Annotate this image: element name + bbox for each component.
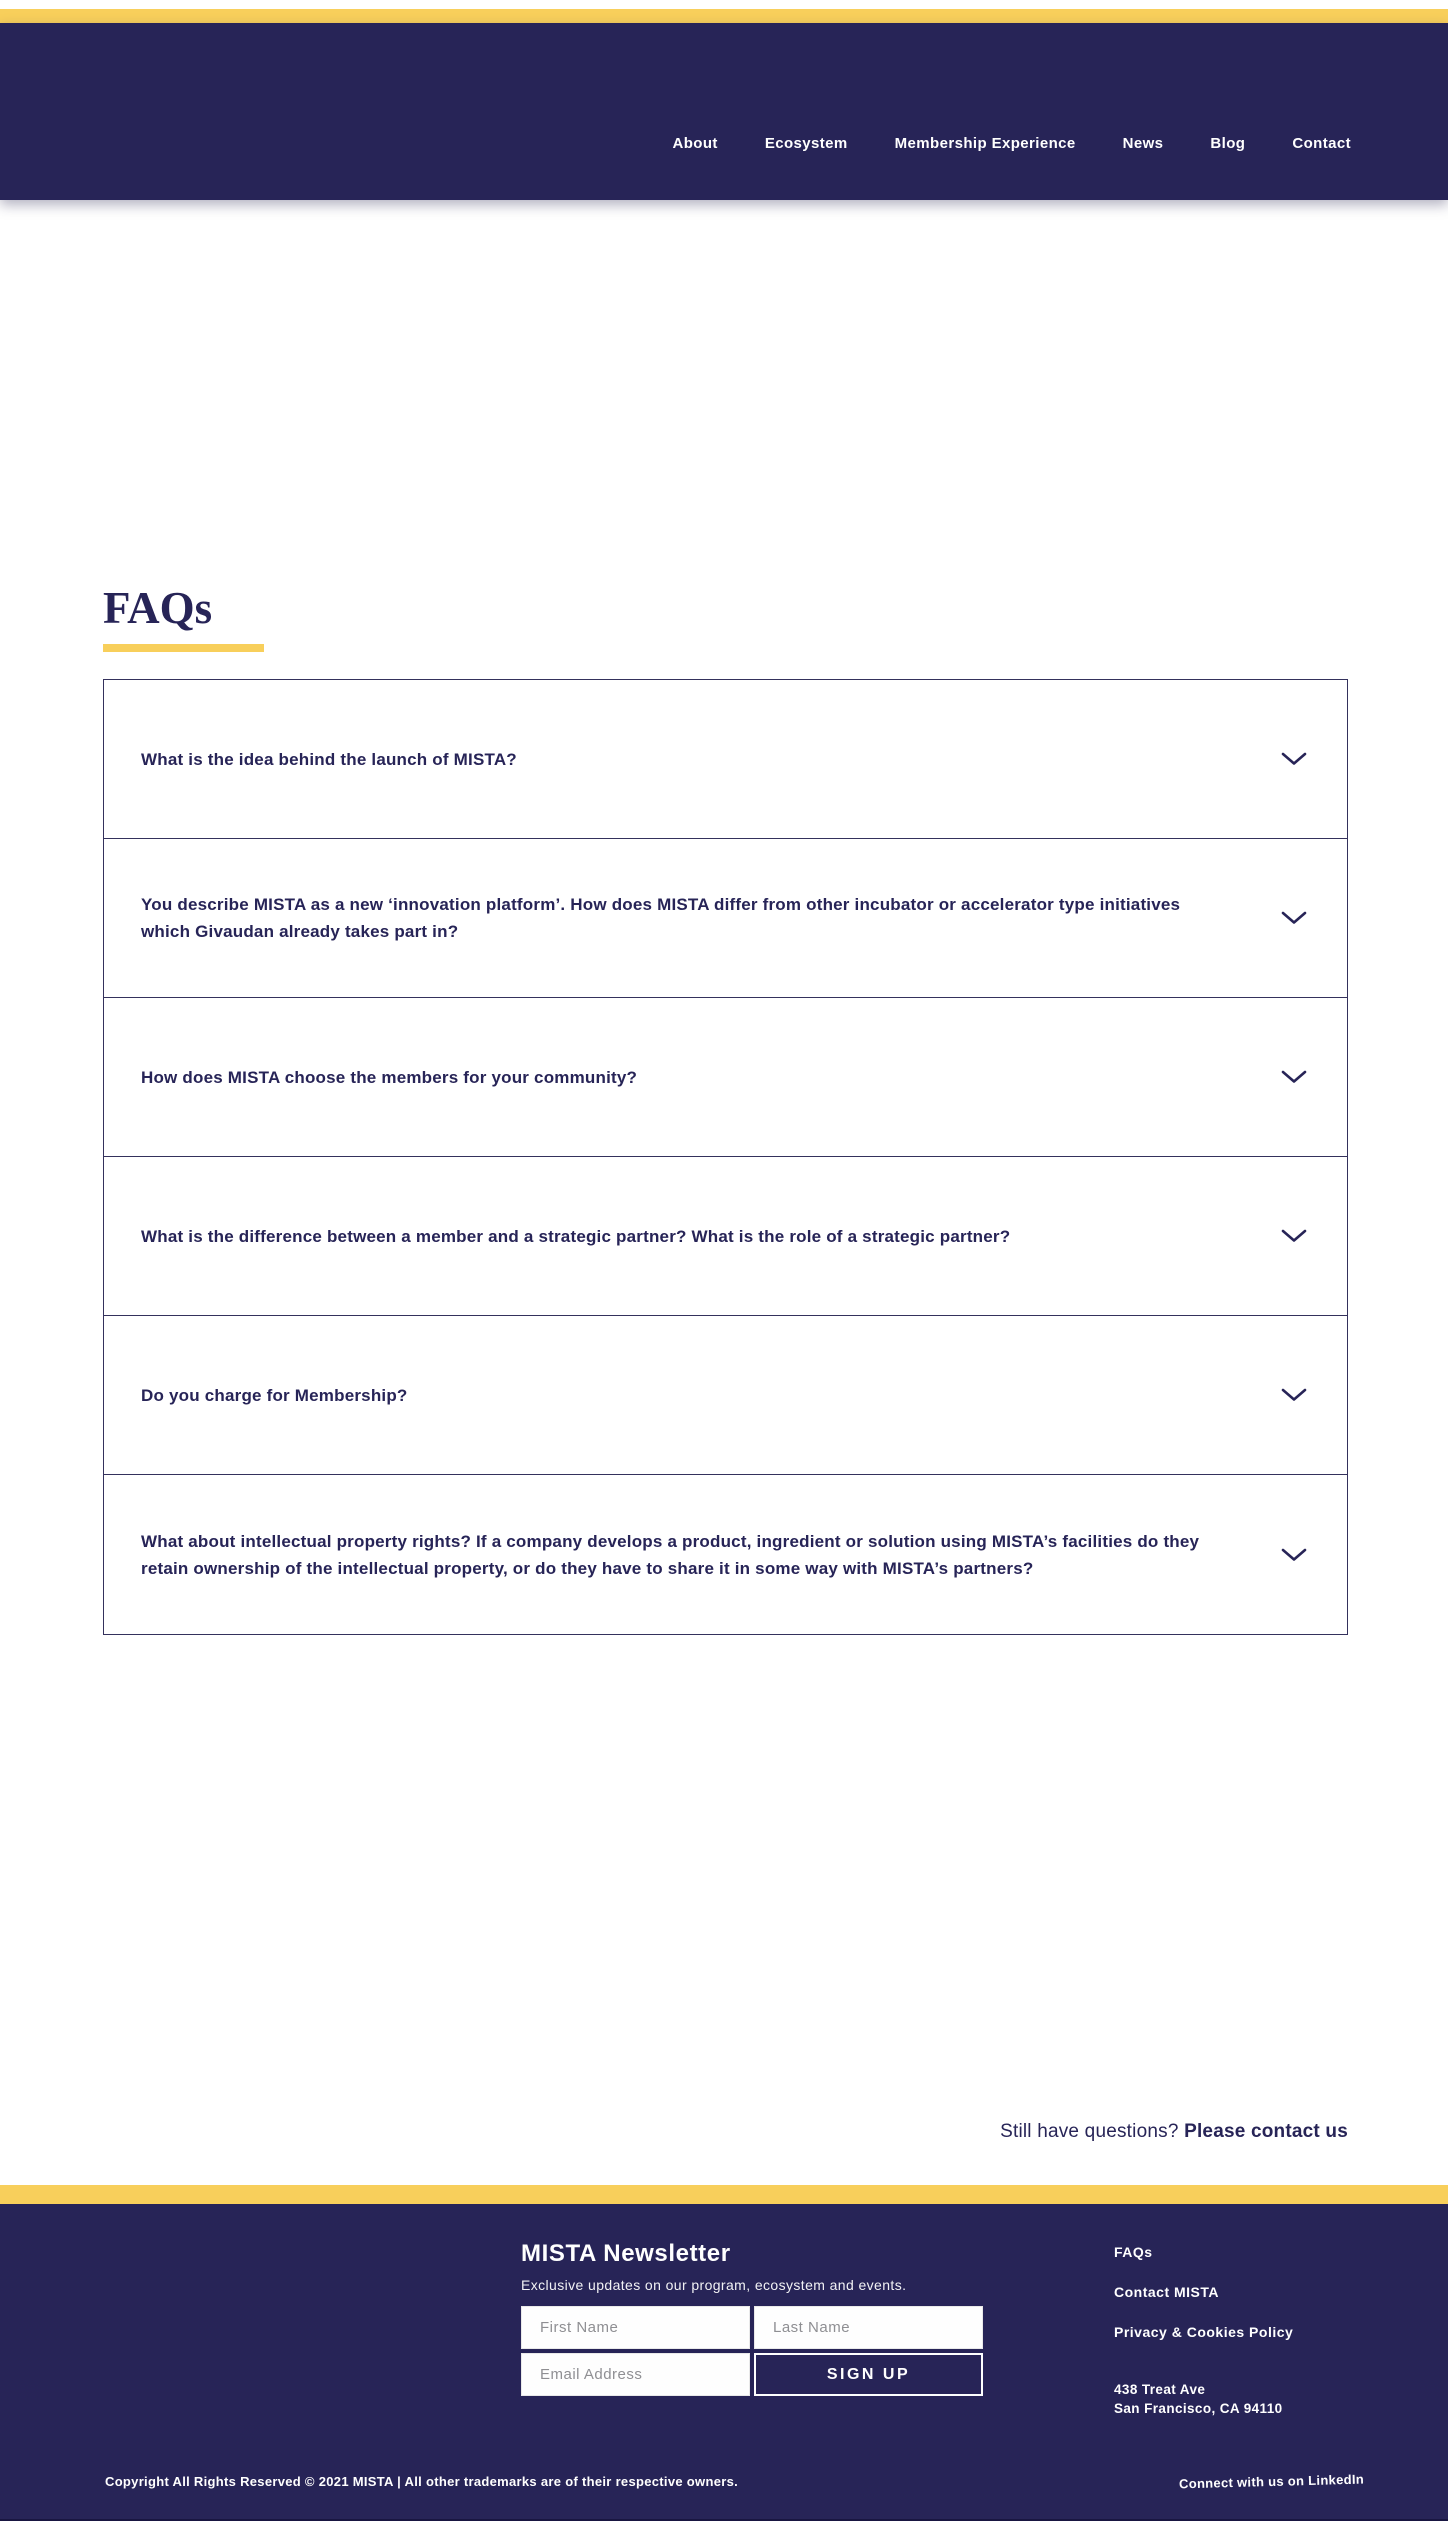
faq-item-2[interactable]: [104, 839, 1347, 998]
newsletter-section: [521, 2240, 983, 2418]
faq-question: What is the idea behind the launch of MISTA?: [141, 749, 517, 769]
main-nav: [673, 135, 1351, 152]
footer-accent-bar: [0, 2185, 1448, 2204]
faq-item-6[interactable]: [104, 1475, 1347, 1634]
linkedin-link[interactable]: Connect with us on LinkedIn: [1178, 2471, 1365, 2492]
site-header: [0, 23, 1448, 200]
first-name-input[interactable]: [521, 2306, 750, 2349]
footer-columns: [0, 2240, 1448, 2418]
nav-link-about[interactable]: About: [672, 135, 718, 152]
chevron-down-icon: [1281, 1548, 1307, 1562]
nav-link-ecosystem[interactable]: Ecosystem: [764, 135, 848, 152]
footer-link-faqs[interactable]: FAQs: [1114, 2244, 1153, 2260]
faq-item-4[interactable]: [104, 1157, 1347, 1316]
faq-item-1[interactable]: [104, 680, 1347, 839]
faq-accordion: [103, 679, 1348, 1635]
nav-link-news[interactable]: News: [1122, 135, 1164, 152]
contact-us-link[interactable]: Please contact us: [1184, 2121, 1348, 2142]
chevron-down-icon: [1281, 1070, 1307, 1084]
footer-link-contact-mista[interactable]: Contact MISTA: [1114, 2284, 1220, 2300]
footer-spacer: [0, 2240, 521, 2418]
chevron-down-icon: [1281, 911, 1307, 925]
email-input[interactable]: [521, 2353, 750, 2396]
nav-link-contact[interactable]: Contact: [1292, 135, 1351, 152]
footer-bottom-row: [105, 2471, 1365, 2492]
faq-question: How does MISTA choose the members for your community?: [141, 1067, 638, 1087]
signup-button[interactable]: SIGN UP: [754, 2353, 983, 2396]
chevron-down-icon: [1281, 752, 1307, 766]
newsletter-title: MISTA Newsletter: [521, 2240, 731, 2267]
contact-prompt-text: Still have questions?: [1000, 2121, 1185, 2142]
faq-question: What about intellectual property rights? If a company develops a product, ingredient or solution using MISTA’s facilities do they retain ownership of the intellectual property, or do they have to share it in some way with MISTA’s partners?: [141, 1531, 1200, 1578]
address-line-1: 438 Treat Ave: [1114, 2382, 1206, 2397]
faq-question: What is the difference between a member and a strategic partner? What is the role of a strategic partner?: [141, 1226, 1011, 1246]
top-accent-bar: [0, 9, 1448, 23]
top-margin: [0, 0, 1448, 9]
main-content: [103, 583, 1348, 2143]
site-footer: [0, 2204, 1448, 2521]
faq-question: You describe MISTA as a new ‘innovation platform’. How does MISTA differ from other incubator or accelerator type initiatives which Givaudan already takes part in?: [141, 895, 1181, 941]
bottom-margin: [0, 2521, 1448, 2529]
nav-link-blog[interactable]: Blog: [1210, 135, 1246, 152]
newsletter-subtitle: Exclusive updates on our program, ecosystem and events.: [521, 2277, 907, 2293]
copyright-text: Copyright All Rights Reserved © 2021 MISTA | All other trademarks are of their respective owners.: [105, 2474, 739, 2489]
newsletter-form: [521, 2306, 983, 2396]
title-underline: [103, 644, 264, 652]
footer-address: [1114, 2380, 1293, 2418]
faq-item-3[interactable]: [104, 998, 1347, 1157]
footer-link-privacy-policy[interactable]: Privacy & Cookies Policy: [1114, 2324, 1294, 2340]
chevron-down-icon: [1281, 1388, 1307, 1402]
address-line-2: San Francisco, CA 94110: [1114, 2401, 1283, 2416]
contact-prompt: [103, 2121, 1348, 2143]
page-title: FAQs: [103, 583, 213, 633]
faq-item-5[interactable]: [104, 1316, 1347, 1475]
chevron-down-icon: [1281, 1229, 1307, 1243]
nav-link-membership-experience[interactable]: Membership Experience: [894, 135, 1076, 152]
last-name-input[interactable]: [754, 2306, 983, 2349]
faq-question: Do you charge for Membership?: [141, 1385, 408, 1405]
footer-links: [1114, 2240, 1293, 2418]
